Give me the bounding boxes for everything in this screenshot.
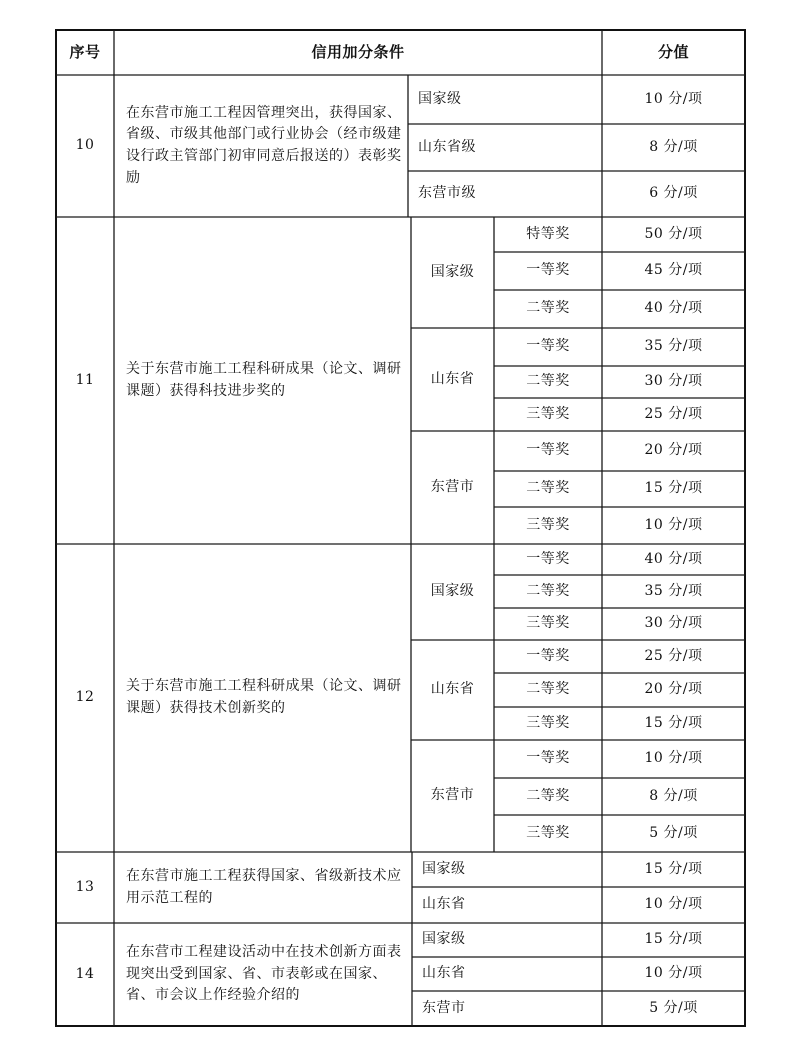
row-12-level-national: 国家级 — [430, 583, 475, 600]
row-14-score-city: 5 分/项 — [649, 999, 698, 1016]
row-13-condition-text: 在东营市施工工程获得国家、省级新技术应用示范工程的 — [126, 867, 402, 906]
row-12-award: 一等奖 — [526, 647, 570, 664]
row-11-award: 三等奖 — [526, 516, 570, 533]
row-11-score: 30 分/项 — [644, 373, 703, 390]
row-12-condition — [114, 544, 411, 852]
row-12-level-city: 东营市 — [430, 787, 475, 804]
row-14-seq: 14 — [75, 965, 95, 982]
row-11-award: 二等奖 — [526, 300, 570, 317]
row-13-level-national: 国家级 — [422, 860, 466, 877]
row-12-score: 20 分/项 — [644, 681, 703, 698]
row-11-score: 50 分/项 — [644, 225, 703, 242]
row-11-seq: 11 — [75, 371, 95, 388]
row-11-level-city: 东营市 — [430, 478, 475, 495]
row-10-condition — [114, 75, 408, 217]
row-13-score-national: 15 分/项 — [644, 860, 703, 877]
row-12-score: 25 分/项 — [644, 647, 703, 664]
row-10-level-province: 山东省级 — [418, 138, 476, 155]
row-11-score: 25 分/项 — [644, 405, 703, 422]
row-11-condition-text: 关于东营市施工工程科研成果（论文、调研课题）获得科技进步奖的 — [126, 360, 402, 399]
row-12-score: 10 分/项 — [644, 750, 703, 767]
row-10-condition-text: 在东营市施工工程因管理突出，获得国家、省级、市级其他部门或行业协会（经市级建设行政主管部门初审同意后报送的）表彰奖励 — [126, 104, 402, 186]
header-condition: 信用加分条件 — [311, 42, 405, 61]
row-12-award: 三等奖 — [526, 714, 570, 731]
row-10-level-city: 东营市级 — [418, 185, 476, 202]
row-11-score: 35 分/项 — [644, 338, 703, 355]
row-10-score-city: 6 分/项 — [649, 185, 698, 202]
row-13-condition — [114, 852, 412, 923]
row-13-seq: 13 — [75, 878, 95, 895]
row-12-score: 30 分/项 — [644, 615, 703, 632]
row-12-score: 8 分/项 — [649, 787, 698, 804]
row-10-level-national: 国家级 — [418, 90, 462, 107]
row-14-level-city: 东营市 — [422, 999, 466, 1016]
credit-score-table — [56, 30, 745, 1026]
row-14-condition-text: 在东营市工程建设活动中在技术创新方面表现突出受到国家、省、市表彰或在国家、省、市会议上作经验介绍的 — [126, 943, 402, 1004]
row-11-level-national: 国家级 — [430, 263, 475, 280]
row-12-award: 三等奖 — [526, 824, 570, 841]
row-14-condition — [114, 923, 412, 1026]
row-11-level-province: 山东省 — [430, 370, 475, 387]
row-12-score: 15 分/项 — [644, 714, 703, 731]
row-11-score: 15 分/项 — [644, 480, 703, 497]
row-12-award: 二等奖 — [526, 787, 570, 804]
row-14-score-province: 10 分/项 — [644, 965, 703, 982]
row-11-score: 45 分/项 — [644, 262, 703, 279]
row-11-award: 一等奖 — [526, 262, 570, 279]
row-12-condition-text: 关于东营市施工工程科研成果（论文、调研课题）获得技术创新奖的 — [126, 678, 402, 716]
row-12-award: 三等奖 — [526, 615, 570, 632]
row-11-award: 三等奖 — [526, 405, 570, 422]
row-12-level-province: 山东省 — [430, 681, 475, 698]
row-11-award: 一等奖 — [526, 442, 570, 459]
row-11-condition — [114, 217, 411, 544]
row-12-award: 二等奖 — [526, 681, 570, 698]
row-12-seq: 12 — [75, 689, 95, 706]
row-12-award: 一等奖 — [526, 750, 570, 767]
row-12-score: 35 分/项 — [644, 582, 703, 599]
row-11-score: 40 分/项 — [644, 300, 703, 317]
row-13-score-province: 10 分/项 — [644, 896, 703, 913]
header-score: 分值 — [657, 42, 689, 61]
row-12-score: 40 分/项 — [644, 550, 703, 567]
row-14-level-national: 国家级 — [422, 931, 466, 948]
row-11-score: 20 分/项 — [644, 442, 703, 459]
row-14-score-national: 15 分/项 — [644, 931, 703, 948]
row-10-score-national: 10 分/项 — [644, 90, 703, 107]
row-13-level-province: 山东省 — [422, 896, 466, 913]
row-14-level-province: 山东省 — [422, 965, 466, 982]
row-10-seq: 10 — [75, 137, 95, 154]
row-12-award: 二等奖 — [526, 582, 570, 599]
row-12-score: 5 分/项 — [649, 824, 698, 841]
row-11-award: 二等奖 — [526, 480, 570, 497]
row-11-award: 一等奖 — [526, 338, 570, 355]
row-12-award: 一等奖 — [526, 550, 570, 567]
row-11-score: 10 分/项 — [644, 516, 703, 533]
header-seq: 序号 — [69, 42, 101, 61]
row-11-award: 特等奖 — [526, 225, 570, 242]
row-10-score-province: 8 分/项 — [649, 138, 698, 155]
row-11-award: 二等奖 — [526, 373, 570, 390]
